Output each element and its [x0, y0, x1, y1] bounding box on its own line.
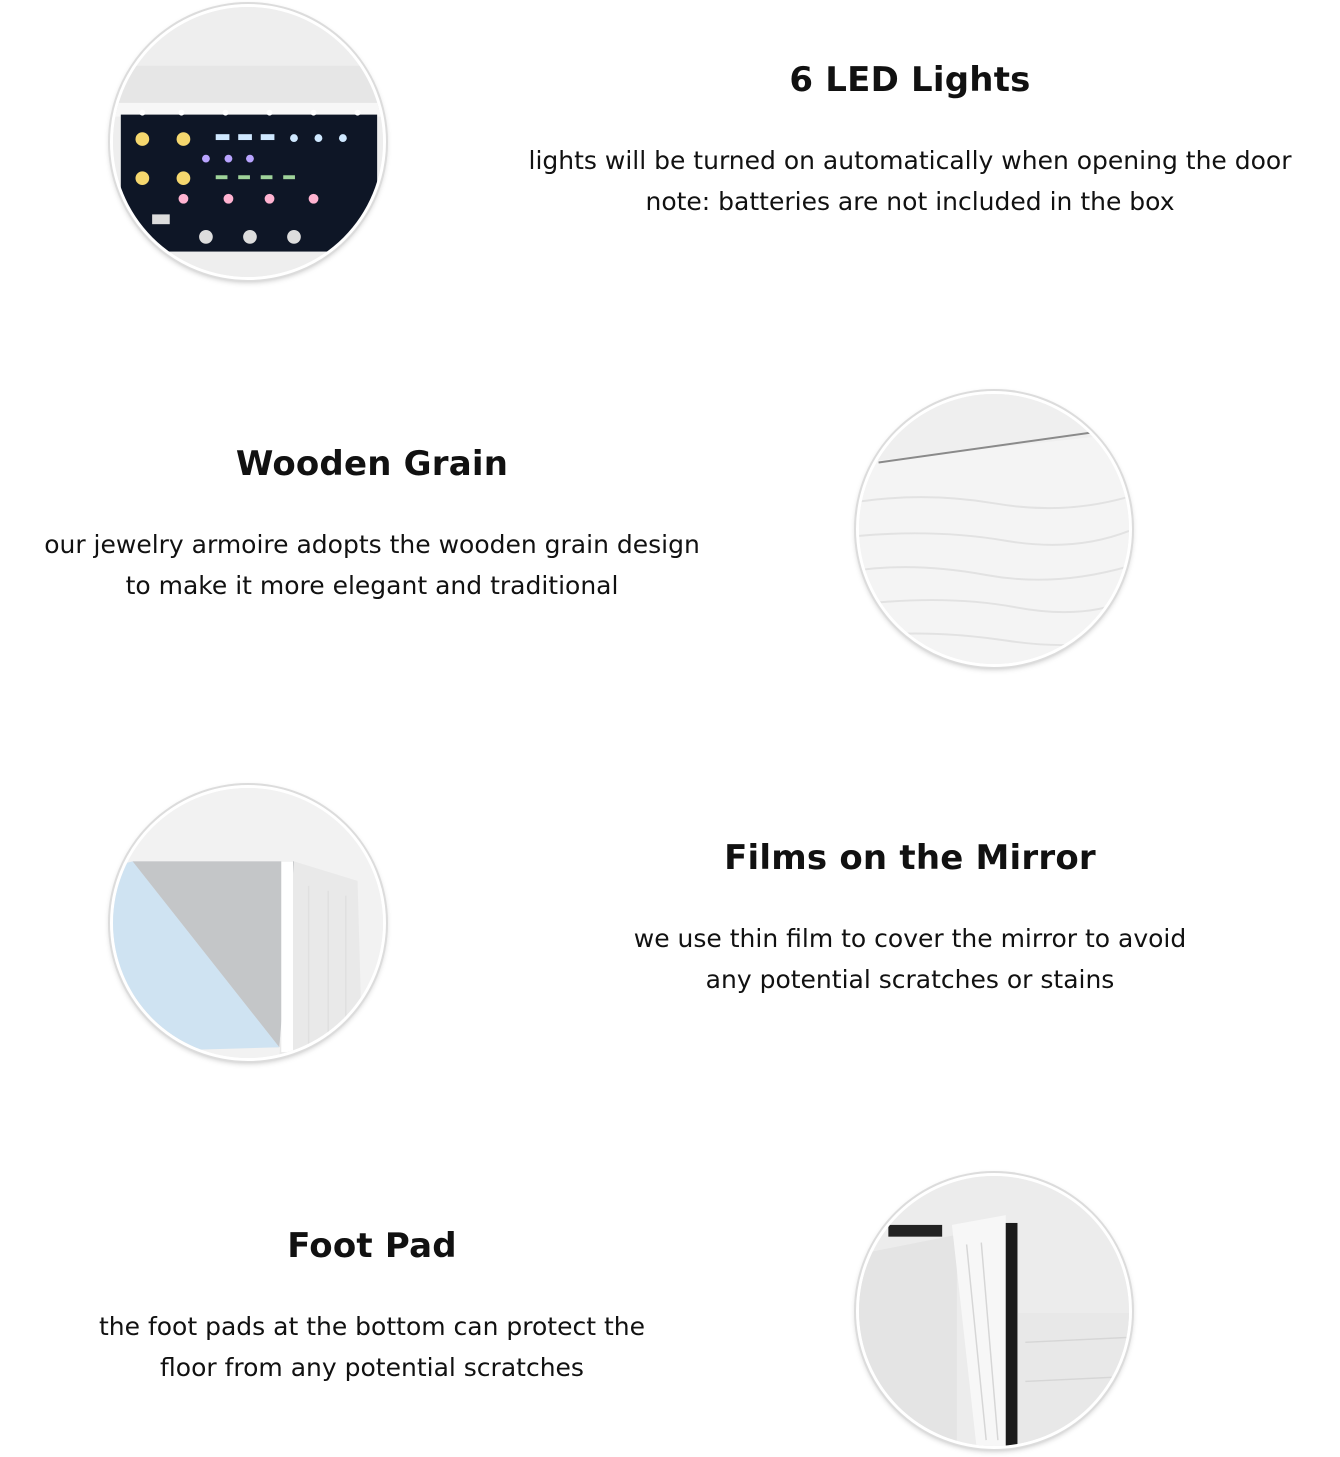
- description-line: the foot pads at the bottom can protect the: [98, 1312, 645, 1341]
- led-jewelry-display-icon: [113, 7, 383, 277]
- feature-title: 6 LED Lights: [789, 60, 1031, 100]
- description-line: our jewelry armoire adopts the wooden grain design: [44, 530, 700, 559]
- white-wood-grain-icon: [859, 394, 1129, 664]
- feature-title: Foot Pad: [287, 1226, 457, 1266]
- description-line: lights will be turned on automatically when opening the door: [528, 146, 1292, 175]
- feature-description: [470, 918, 1340, 1000]
- description-line: we use thin film to cover the mirror to avoid: [633, 924, 1187, 953]
- description-line: any potential scratches or stains: [705, 965, 1115, 994]
- description-line: to make it more elegant and traditional: [125, 571, 619, 600]
- feature-title: Wooden Grain: [235, 444, 509, 484]
- feature-wooden-grain: [0, 444, 744, 606]
- feature-description: [0, 524, 744, 606]
- mirror-with-film-icon: [113, 788, 383, 1058]
- led-lights-image: [110, 4, 386, 280]
- description-line: note: batteries are not included in the box: [645, 187, 1175, 216]
- foot-pad-icon: [859, 1176, 1129, 1446]
- feature-description: [0, 1306, 744, 1388]
- feature-description: [470, 140, 1340, 222]
- feature-mirror-film: [470, 838, 1340, 1000]
- foot-pad-image: [856, 1173, 1132, 1449]
- wooden-grain-image: [856, 391, 1132, 667]
- mirror-film-image: [110, 785, 386, 1061]
- feature-led-lights: [470, 60, 1340, 222]
- description-line: floor from any potential scratches: [160, 1353, 584, 1382]
- feature-title: Films on the Mirror: [724, 838, 1096, 878]
- feature-foot-pad: [0, 1226, 744, 1388]
